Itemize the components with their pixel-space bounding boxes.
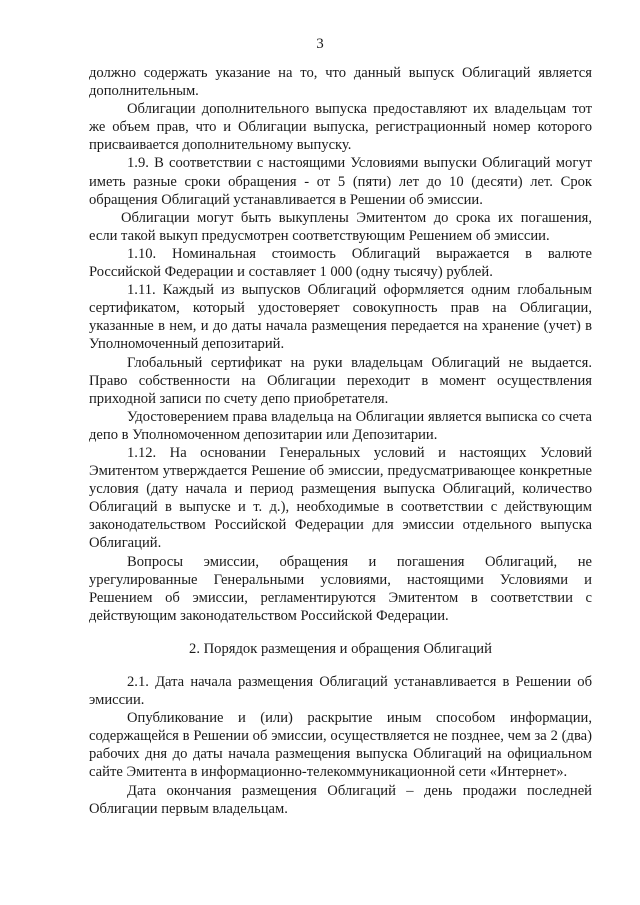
paragraph-1-11: 1.11. Каждый из выпусков Облигаций оформляется одним глобальным сертификатом, который удостоверяет совокупность прав на Облигации, указанные в нем, и до даты начала размещения передается на хранение (учет) в Уполномоченный депозитарий.: [89, 282, 592, 353]
paragraph-additional-issue-rights: Облигации дополнительного выпуска предоставляют их владельцам тот же объем прав, что и Облигации выпуска, регистрационный номер которого присваивается дополнительному выпуску.: [89, 101, 592, 154]
paragraph-1-12: 1.12. На основании Генеральных условий и настоящих Условий Эмитентом утверждается Решение об эмиссии, предусматривающее конкретные условия (дату начала и период размещения выпуска Облигаций, количество Облигаций в выпуске и т. д.), необходимые в соответствии с действующим законодательством Российской Федерации для эмиссии отдельного выпуска Облигаций.: [89, 444, 592, 552]
paragraph-continuation: должно содержать указание на то, что данный выпуск Облигаций является дополнительным.: [89, 65, 592, 100]
paragraph-buyback: Облигации могут быть выкуплены Эмитентом до срока их погашения, если такой выкуп предусмотрен соответствующим Решением об эмиссии.: [89, 209, 592, 244]
page-number: 3: [316, 36, 324, 52]
paragraph-2-1: 2.1. Дата начала размещения Облигаций устанавливается в Решении об эмиссии.: [89, 674, 592, 709]
paragraph-1-10: 1.10. Номинальная стоимость Облигаций выражается в валюте Российской Федерации и составляет 1 000 (одну тысячу) рублей.: [89, 245, 592, 281]
paragraph-1-9: 1.9. В соответствии с настоящими Условиями выпуски Облигаций могут иметь разные сроки обращения - от 5 (пяти) лет до 10 (десяти) лет. Срок обращения Облигаций устанавливается в Решении об эмиссии.: [89, 155, 592, 208]
paragraph-placement-end: Дата окончания размещения Облигаций – день продажи последней Облигации первым владельцам.: [89, 782, 592, 817]
paragraph-global-certificate: Глобальный сертификат на руки владельцам Облигаций не выдается. Право собственности на Облигации переходит в момент осуществления приходной записи по счету депо приобретателя.: [89, 354, 592, 407]
paragraph-publication: Опубликование и (или) раскрытие иным способом информации, содержащейся в Решении об эмиссии, осуществляется не позднее, чем за 2 (два) рабочих дня до даты начала размещения выпуска Облигаций на официальном сайте Эмитента в информационно-телекоммуникационной сети «Интернет».: [89, 710, 592, 781]
section-heading: 2. Порядок размещения и обращения Облигаций: [189, 640, 492, 657]
paragraph-depo-statement: Удостоверением права владельца на Облигации является выписка со счета депо в Уполномоченном депозитарии или Депозитарии.: [89, 408, 592, 443]
document-body: [89, 64, 592, 818]
paragraph-regulation: Вопросы эмиссии, обращения и погашения Облигаций, не урегулированные Генеральными условиями, настоящими Условиями и Решением об эмиссии, регламентируются Эмитентом в соответствии с действующим законодательством Российской Федерации.: [89, 553, 592, 624]
